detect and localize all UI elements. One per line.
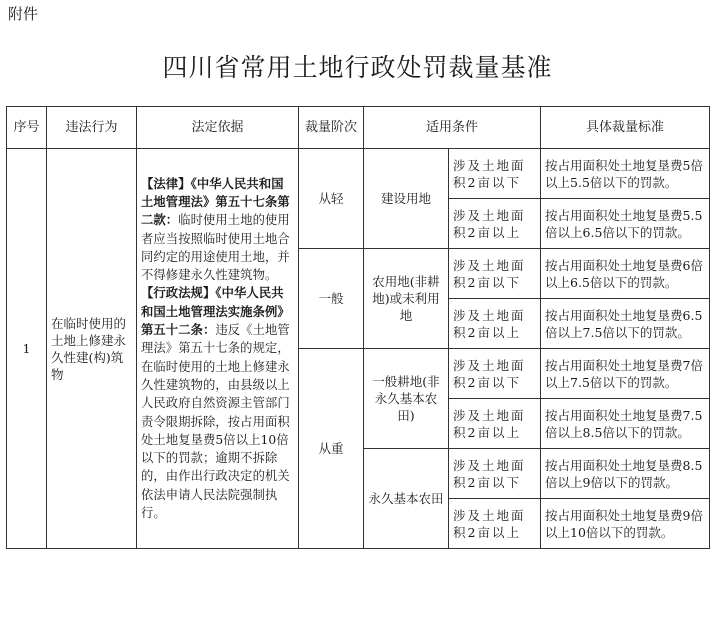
condition-cell: 涉及土地面积2亩以下 [449,449,541,499]
land-type-construction: 建设用地 [364,149,449,249]
header-seq: 序号 [7,107,47,149]
table-row [7,149,710,199]
standard-cell: 按占用面积处土地复垦费7倍以上7.5倍以下的罚款。 [541,349,710,399]
standard-cell: 按占用面积处土地复垦费8.5倍以上9倍以下的罚款。 [541,449,710,499]
standard-cell: 按占用面积处土地复垦费7.5倍以上8.5倍以下的罚款。 [541,399,710,449]
standard-cell: 按占用面积处土地复垦费9倍以上10倍以下的罚款。 [541,499,710,549]
level-normal: 一般 [299,249,364,349]
level-light: 从轻 [299,149,364,249]
level-heavy: 从重 [299,349,364,549]
header-act: 违法行为 [47,107,137,149]
header-cond: 适用条件 [364,107,541,149]
legal-basis-cell [137,149,299,549]
header-row [7,107,710,149]
condition-cell: 涉及土地面积2亩以下 [449,349,541,399]
document-title: 四川省常用土地行政处罚裁量基准 [162,53,553,82]
penalty-benchmark-table [6,106,710,549]
seq-cell: 1 [7,149,47,549]
standard-cell: 按占用面积处土地复垦费5倍以上5.5倍以下的罚款。 [541,149,710,199]
condition-cell: 涉及土地面积2亩以上 [449,299,541,349]
header-level: 裁量阶次 [299,107,364,149]
law2-tag: 【行政法规】《中华人民共和国土地管理法实施条例》第五十二条： [141,285,290,338]
violation-cell: 在临时使用的土地上修建永久性建(构)筑物 [47,149,137,549]
law1-text: 临时使用土地的使用者应当按照临时使用土地合同约定的用途使用土地，并不得修建永久性建筑物。 [141,213,290,283]
condition-cell: 涉及土地面积2亩以上 [449,399,541,449]
header-std: 具体裁量标准 [541,107,710,149]
land-type-agricultural: 农用地(非耕地)或未利用地 [364,249,449,349]
standard-cell: 按占用面积处土地复垦费6.5倍以上7.5倍以下的罚款。 [541,299,710,349]
law1-tag: 【法律】《中华人民共和国土地管理法》第五十七条第二款： [141,175,290,228]
attachment-label: 附件 [8,5,39,23]
law2-text: 违反《土地管理法》第五十七条的规定，在临时使用的土地上修建永久性建筑物的，由县级以上人民政府自然资源主管部门责令限期拆除，按占用面积处土地复垦费5倍以上10倍以下的罚款；逾期不拆除的，由作出行政决定的机关依法申请人民法院强制执行。 [141,323,290,521]
land-type-general-farmland: 一般耕地(非永久基本农田) [364,349,449,449]
condition-cell: 涉及土地面积2亩以上 [449,499,541,549]
condition-cell: 涉及土地面积2亩以下 [449,249,541,299]
standard-cell: 按占用面积处土地复垦费5.5倍以上6.5倍以下的罚款。 [541,199,710,249]
header-basis: 法定依据 [137,107,299,149]
condition-cell: 涉及土地面积2亩以上 [449,199,541,249]
standard-cell: 按占用面积处土地复垦费6倍以上6.5倍以下的罚款。 [541,249,710,299]
condition-cell: 涉及土地面积2亩以下 [449,149,541,199]
land-type-permanent-farmland: 永久基本农田 [364,449,449,549]
